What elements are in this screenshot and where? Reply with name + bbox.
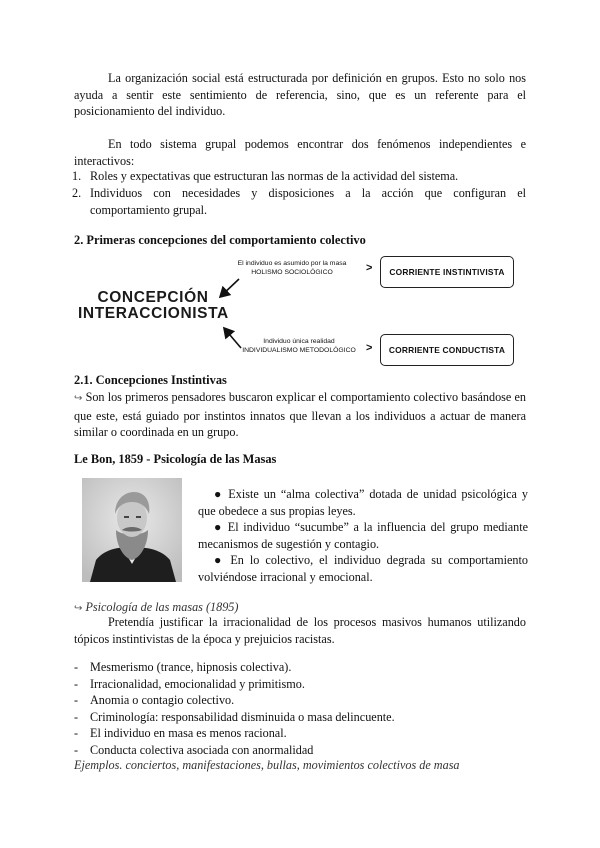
list-item: [74, 676, 305, 693]
individualism-label: [224, 337, 374, 355]
bullet-text: Existe un “alma colectiva” dotada de unidad psicológica y que obedece a sus propias leyes.: [198, 487, 528, 518]
individualism-name: INDIVIDUALISMO METODOLÓGICO: [242, 347, 356, 354]
dash-marker: -: [74, 660, 79, 674]
list-text: Criminología: responsabilidad disminuida o masa delincuente.: [90, 709, 395, 724]
le-bon-portrait: [82, 478, 182, 582]
instinctivist-box: CORRIENTE INSTINTIVISTA: [380, 256, 514, 288]
list-item: [74, 659, 292, 676]
bullet-text: El individuo “sucumbe” a la influencia del grupo mediante mecanismos de sugestión y contagio.: [198, 520, 529, 551]
book-paragraph: Pretendía justificar la irracionalidad de los procesos masivos humanos utilizando tópicos instintivistas de la época y prejuicios racistas.: [74, 615, 526, 646]
list-text: Anomia o contagio colectivo.: [90, 693, 235, 708]
examples-line: Ejemplos. conciertos, manifestaciones, bullas, movimientos colectivos de masa: [74, 758, 460, 772]
lebon-heading: Le Bon, 1859 - Psicología de las Masas: [74, 452, 277, 466]
bullet-icon: ●: [214, 520, 224, 534]
return-arrow-icon: ↪: [74, 393, 83, 404]
list-item: [198, 552, 528, 586]
bullet-text: En lo colectivo, el individuo degrada su comportamiento volviéndose irracional y emocional.: [198, 553, 528, 584]
list-text: Individuos con necesidades y disposiciones a la acción que configuran el comportamiento grupal.: [90, 186, 526, 217]
list-item: [74, 692, 235, 709]
subsection-heading: 2.1. Concepciones Instintivas: [74, 373, 227, 387]
intro-paragraph: La organización social está estructurada por definición en grupos. Esto no solo nos ayuda a sentir este sentimiento de referencia, sino, que es un referente para el posicionamiento del individuo.: [74, 71, 526, 119]
behaviorist-box: CORRIENTE CONDUCTISTA: [380, 334, 514, 366]
concept-diagram: [74, 250, 526, 370]
instinctive-paragraph: [74, 389, 526, 441]
section-heading: 2. Primeras concepciones del comportamiento colectivo: [74, 233, 366, 247]
list-item: [72, 168, 526, 185]
individualism-description: Individuo única realidad: [263, 338, 335, 345]
concept-title: [78, 290, 228, 322]
list-item: [74, 725, 287, 742]
chevron-right-icon: >: [366, 262, 373, 274]
list-text: Conducta colectiva asociada con anormalidad: [90, 743, 314, 757]
list-item: [198, 519, 528, 553]
bullet-icon: ●: [214, 553, 225, 567]
list-item: [198, 486, 528, 520]
instinctive-text: Son los primeros pensadores buscaron explicar el comportamiento colectivo basándose en que este, está guiado por instintos innatos que llevan a los individuos a actuar de manera similar o coordinada en un grupo.: [74, 390, 526, 440]
dash-marker: -: [74, 693, 79, 708]
concept-title-line1: CONCEPCIÓN: [97, 289, 209, 306]
holism-label: [222, 259, 362, 277]
list-item: [74, 709, 395, 726]
book-title-text: Psicología de las masas (1895): [85, 600, 239, 614]
bullet-icon: ●: [214, 487, 224, 501]
group-phenomena-paragraph: En todo sistema grupal podemos encontrar dos fenómenos independientes e interactivos:: [74, 137, 526, 168]
dash-marker: -: [74, 676, 79, 691]
return-arrow-icon: ↪: [74, 603, 83, 614]
list-text: El individuo en masa es menos racional.: [90, 726, 287, 741]
list-item: [72, 185, 526, 218]
holism-description: El individuo es asumido por la masa: [237, 260, 347, 267]
dash-marker: -: [74, 726, 79, 741]
chevron-right-icon: >: [366, 342, 373, 354]
concept-title-line2: INTERACCIONISTA: [78, 305, 229, 322]
dash-marker: -: [74, 709, 79, 724]
list-text: Roles y expectativas que estructuran las normas de la actividad del sistema.: [90, 169, 459, 183]
dash-marker: -: [74, 743, 79, 757]
list-number: 2.: [72, 186, 82, 200]
list-text: Mesmerismo (trance, hipnosis colectiva).: [90, 660, 292, 674]
list-number: 1.: [72, 169, 82, 183]
holism-name: HOLISMO SOCIOLÓGICO: [251, 269, 333, 276]
list-text: Irracionalidad, emocionalidad y primitismo.: [90, 676, 305, 691]
